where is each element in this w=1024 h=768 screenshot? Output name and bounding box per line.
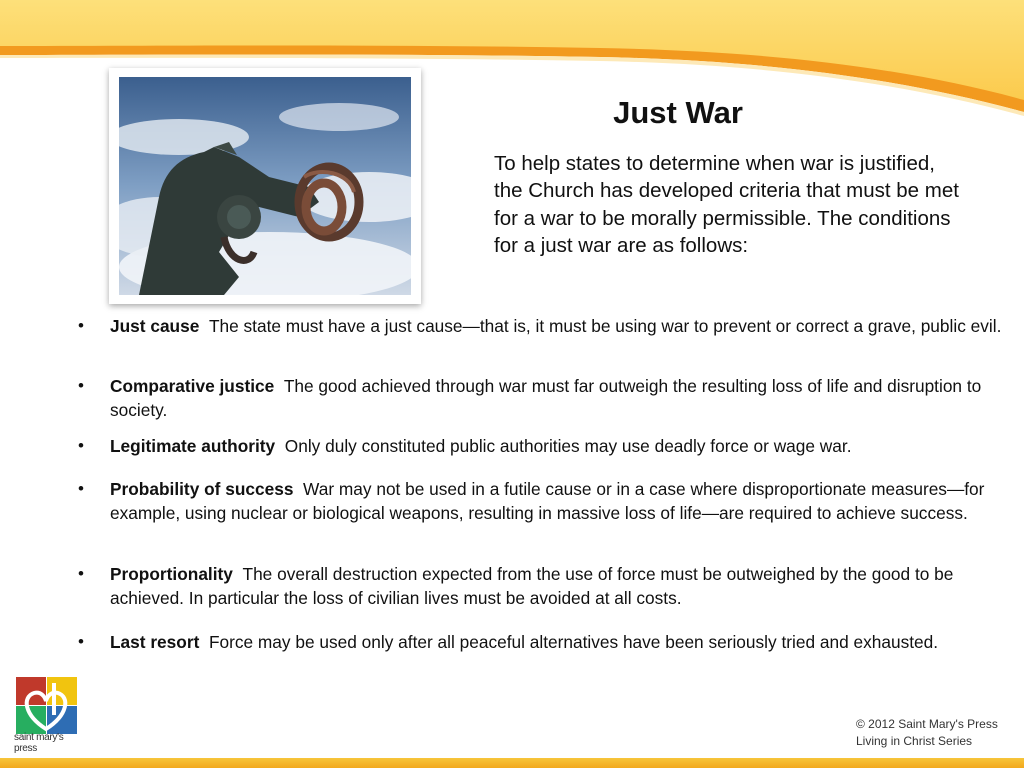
criterion-term: Comparative justice	[110, 376, 275, 396]
knotted-gun-image	[119, 77, 411, 295]
criterion-text: Only duly constituted public authorities may use deadly force or wage war.	[284, 436, 852, 456]
copyright-text: © 2012 Saint Mary's Press	[856, 717, 998, 731]
bullet-icon: •	[78, 564, 84, 583]
criterion-text: War may not be used in a futile cause or in a case where disproportionate measures—for example, using nuclear or biological weapons, resulting in massive loss of life—are required to achieve success.	[110, 479, 985, 523]
list-item	[78, 314, 1008, 338]
criterion-text: The good achieved through war must far outweigh the resulting loss of life and disruption to society.	[110, 376, 982, 420]
list-item	[78, 477, 1008, 525]
list-item	[78, 374, 1008, 422]
criterion-term: Proportionality	[110, 564, 233, 584]
criterion-term: Just cause	[110, 316, 200, 336]
criterion-text: Force may be used only after all peaceful alternatives have been seriously tried and exhausted.	[208, 632, 939, 652]
list-item	[78, 630, 1008, 654]
criterion-text: The state must have a just cause—that is, it must be using war to prevent or correct a grave, public evil.	[208, 316, 1002, 336]
criterion-term: Last resort	[110, 632, 200, 652]
intro-paragraph: To help states to determine when war is justified, the Church has developed criteria that must be met for a war to be morally permissible. The conditions for a just war are as follows:	[494, 152, 959, 257]
bottom-bar	[0, 758, 1024, 768]
copyright-block	[856, 716, 998, 750]
bullet-icon: •	[78, 316, 84, 335]
bullet-icon: •	[78, 436, 84, 455]
bullet-icon: •	[78, 376, 84, 395]
photo-frame	[109, 68, 421, 304]
list-item	[78, 434, 1008, 458]
bullet-icon: •	[78, 632, 84, 651]
criterion-term: Probability of success	[110, 479, 294, 499]
bullet-icon: •	[78, 479, 84, 498]
logo-text: saint mary's press	[14, 732, 64, 754]
series-text: Living in Christ Series	[856, 734, 973, 748]
slide-title: Just War	[613, 95, 743, 130]
list-item	[78, 562, 1008, 610]
criterion-term: Legitimate authority	[110, 436, 276, 456]
criterion-text: The overall destruction expected from the use of force must be outweighed by the good to be achieved. In particular the loss of civilian lives must be avoided at all costs.	[110, 564, 954, 608]
